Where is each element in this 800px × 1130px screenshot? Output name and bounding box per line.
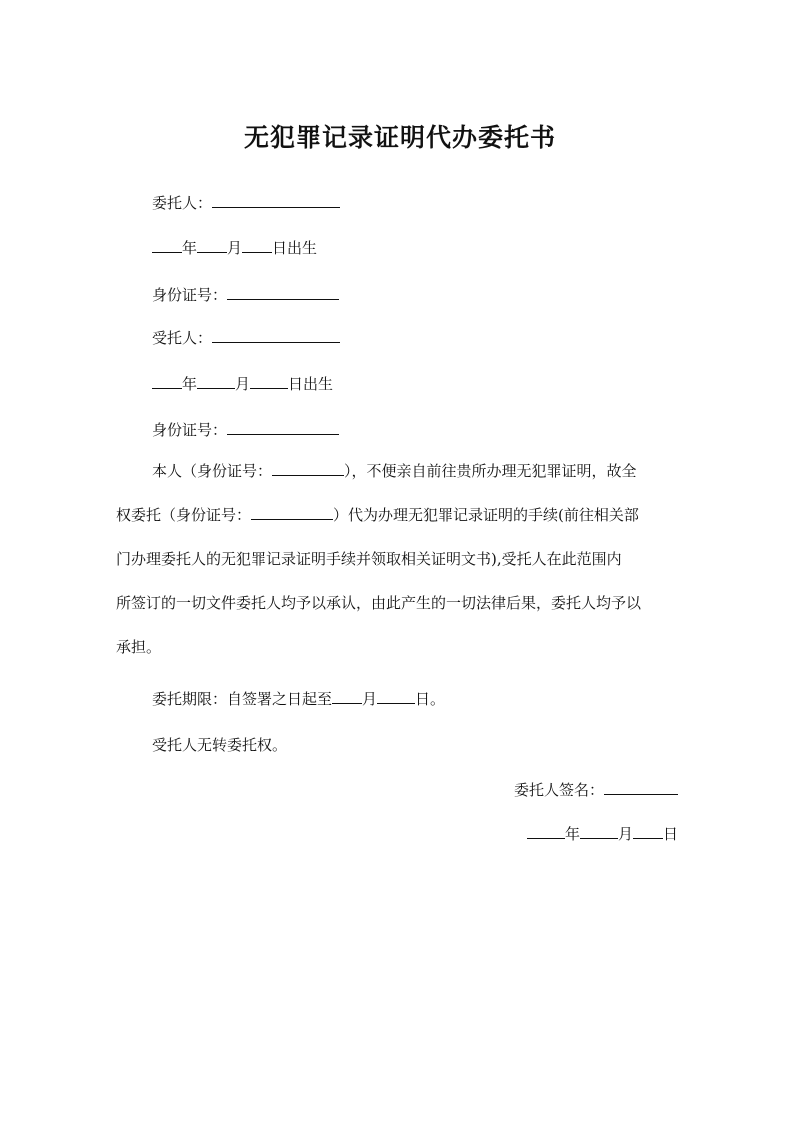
principal-name-blank: [212, 192, 340, 208]
agent-birth-row: [152, 373, 333, 394]
body-line-1-part-b: ），不便亲自前往贵所办理无犯罪证明，故全: [344, 462, 637, 480]
principal-birth-month-label: 月: [227, 239, 243, 257]
agent-birth-year-blank: [152, 373, 182, 389]
body-line-2-part-b: ）代为办理无犯罪记录证明的手续(前往相关部: [333, 506, 639, 524]
body-line-4: 所签订的一切文件委托人均予以承认，由此产生的一切法律后果，委托人均予以: [116, 594, 642, 612]
principal-birth-month-blank: [197, 237, 227, 253]
signature-blank: [604, 779, 678, 795]
principal-row: [152, 192, 340, 213]
body-principal-id-blank: [272, 460, 344, 476]
sign-day-label: 日: [662, 825, 678, 843]
agent-birth-month-blank: [197, 373, 235, 389]
body-paragraph: [116, 449, 688, 669]
sign-date-row: [527, 823, 678, 844]
sign-month-blank: [580, 823, 618, 839]
term-month-label: 月: [362, 690, 378, 708]
sign-month-label: 月: [617, 825, 633, 843]
sign-year-label: 年: [564, 825, 580, 843]
body-line-5: 承担。: [116, 638, 162, 656]
term-day-blank: [377, 688, 415, 704]
signature-label: 委托人签名：: [513, 781, 604, 799]
agent-birth-day-blank: [250, 373, 288, 389]
no-transfer-row: 受托人无转委托权。: [152, 736, 288, 754]
agent-birth-month-label: 月: [235, 375, 251, 393]
principal-id-row: [152, 284, 339, 305]
agent-name-blank: [212, 327, 340, 343]
agent-label: 受托人：: [152, 329, 213, 347]
principal-id-blank: [227, 284, 339, 300]
term-day-label: 日。: [415, 690, 446, 708]
document-title: 无犯罪记录证明代办委托书: [243, 123, 556, 152]
principal-birth-day-label: 日出生: [272, 239, 318, 257]
agent-id-row: [152, 419, 339, 440]
agent-birth-year-label: 年: [182, 375, 198, 393]
principal-birth-year-blank: [152, 237, 182, 253]
body-line-1: [116, 449, 688, 493]
agent-id-label: 身份证号：: [152, 421, 228, 439]
principal-birth-day-blank: [242, 237, 272, 253]
term-row: [152, 688, 445, 709]
sign-day-blank: [633, 823, 663, 839]
signature-row: [514, 779, 678, 800]
sign-year-blank: [527, 823, 565, 839]
principal-birth-row: [152, 237, 317, 258]
term-month-blank: [332, 688, 362, 704]
body-agent-id-blank: [251, 504, 333, 520]
agent-row: [152, 327, 340, 348]
principal-birth-year-label: 年: [182, 239, 198, 257]
principal-id-label: 身份证号：: [152, 286, 228, 304]
body-line-2-part-a: 权委托（身份证号：: [116, 506, 252, 524]
body-line-3: 门办理委托人的无犯罪记录证明手续并领取相关证明文书),受托人在此范围内: [116, 550, 622, 568]
body-line-1-part-a: 本人（身份证号：: [152, 462, 273, 480]
term-label: 委托期限：自签署之日起至: [152, 690, 333, 708]
principal-label: 委托人：: [152, 194, 213, 212]
agent-id-blank: [227, 419, 339, 435]
agent-birth-day-label: 日出生: [288, 375, 334, 393]
body-line-2: [116, 493, 688, 537]
